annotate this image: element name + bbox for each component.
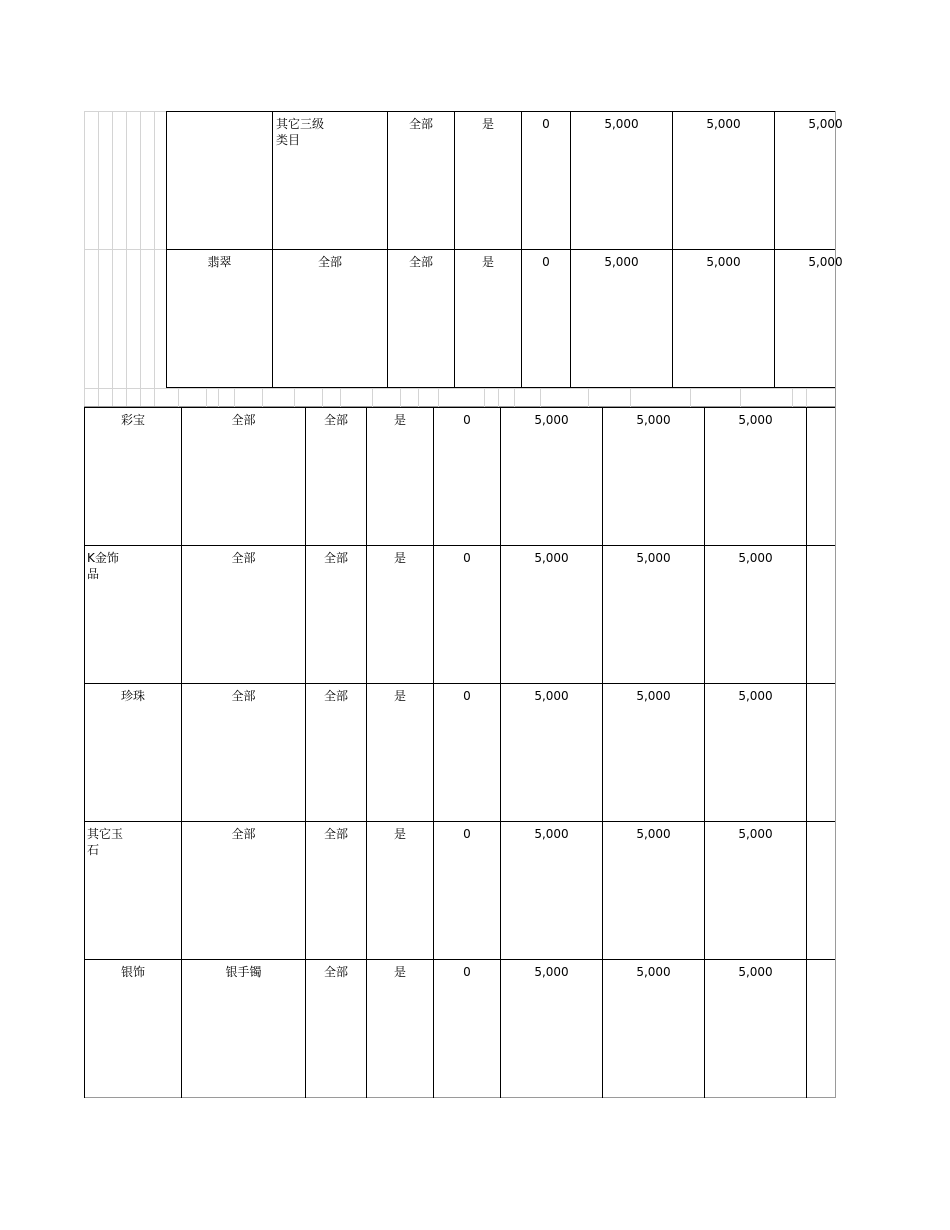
value-cell: 5,000 [604,255,639,269]
table-border [570,111,571,388]
gridline [234,388,235,407]
table-border [166,387,835,388]
value-text: 5,000 [808,117,843,131]
table-border [166,111,835,112]
subcategory-line-2: 类目 [276,133,301,147]
gridline [418,388,419,407]
flag-cell: 是 [393,827,406,841]
gridline [630,388,631,407]
gridline [400,388,401,407]
table-border [521,111,522,388]
value-cell: 5,000 [738,965,773,979]
zero-cell: 0 [463,413,471,427]
table-border [272,111,273,388]
table-border [84,545,835,546]
scope-cell: 全部 [323,965,348,979]
table-border [387,111,388,388]
value-cell: 5,000 [636,413,671,427]
value-cell-clipped [775,254,843,270]
flag-cell: 是 [481,117,494,131]
category-cell: 珍珠 [120,689,145,703]
scope-cell: 全部 [323,551,348,565]
table-border [500,407,501,1098]
table-border [602,407,603,1098]
table-border [166,111,167,388]
gridline [484,388,485,407]
subcategory-cell: 全部 [231,827,256,841]
value-cell: 5,000 [738,551,773,565]
subcategory-cell [276,116,386,148]
value-cell: 5,000 [534,965,569,979]
zero-cell: 0 [542,117,550,131]
flag-cell: 是 [393,965,406,979]
gridline [498,388,499,407]
gridline [294,388,295,407]
table-border [835,407,836,1098]
category-line-2: 石 [87,843,100,857]
table-border [806,407,807,1098]
gridline [322,388,323,407]
scope-cell: 全部 [408,117,433,131]
category-cell [87,826,181,858]
table-border [84,683,835,684]
gridline [340,388,341,407]
table-border [454,111,455,388]
value-cell: 5,000 [738,413,773,427]
gridline [126,111,127,407]
gridline [690,388,691,407]
value-cell: 5,000 [636,827,671,841]
gridline [218,388,219,407]
subcategory-cell: 全部 [231,551,256,565]
subcategory-line-1: 其它三级 [276,117,325,131]
gridline [372,388,373,407]
value-cell: 5,000 [534,827,569,841]
table-border [672,111,673,388]
gridline [84,388,835,389]
gridline [540,388,541,407]
value-cell: 5,000 [706,255,741,269]
table-border [84,407,835,408]
flag-cell: 是 [481,255,494,269]
table-border [84,821,835,822]
gridline [84,249,166,250]
value-text: 5,000 [808,255,843,269]
gridline [98,111,99,407]
gridline [140,111,141,407]
zero-cell: 0 [463,965,471,979]
gridline [178,388,179,407]
subcategory-cell: 银手镯 [225,965,262,979]
gridline [112,111,113,407]
gridline [206,388,207,407]
category-cell: 翡翠 [207,255,232,269]
category-line-1: K金饰 [87,551,119,565]
zero-cell: 0 [542,255,550,269]
gridline [84,111,166,112]
gridline [740,388,741,407]
subcategory-cell: 全部 [231,413,256,427]
zero-cell: 0 [463,689,471,703]
category-line-2: 品 [87,567,100,581]
subcategory-cell: 全部 [231,689,256,703]
gridline [438,388,439,407]
gridline [262,388,263,407]
gridline [154,111,155,407]
flag-cell: 是 [393,689,406,703]
value-cell: 5,000 [534,689,569,703]
value-cell: 5,000 [636,965,671,979]
gridline [588,388,589,407]
gridline [792,388,793,407]
zero-cell: 0 [463,551,471,565]
zero-cell: 0 [463,827,471,841]
value-cell: 5,000 [636,551,671,565]
gridline [514,388,515,407]
category-cell: 彩宝 [120,413,145,427]
table-border [84,959,835,960]
flag-cell: 是 [393,551,406,565]
value-cell: 5,000 [706,117,741,131]
table-border [366,407,367,1098]
gridline [806,388,807,407]
table-border [305,407,306,1098]
table-border [774,111,775,388]
value-cell-clipped [775,116,843,132]
table-border [84,407,85,1098]
table-border [181,407,182,1098]
scope-cell: 全部 [323,689,348,703]
category-cell [87,550,181,582]
category-line-1: 其它玉 [87,827,124,841]
table-border [84,1097,835,1098]
table-border [704,407,705,1098]
value-cell: 5,000 [604,117,639,131]
category-cell: 银饰 [120,965,145,979]
table-border [166,249,835,250]
scope-cell: 全部 [323,827,348,841]
value-cell: 5,000 [534,413,569,427]
scope-cell: 全部 [323,413,348,427]
gridline [84,111,85,407]
value-cell: 5,000 [738,689,773,703]
value-cell: 5,000 [738,827,773,841]
subcategory-cell: 全部 [317,255,342,269]
scope-cell: 全部 [408,255,433,269]
value-cell: 5,000 [636,689,671,703]
table-border [433,407,434,1098]
flag-cell: 是 [393,413,406,427]
value-cell: 5,000 [534,551,569,565]
